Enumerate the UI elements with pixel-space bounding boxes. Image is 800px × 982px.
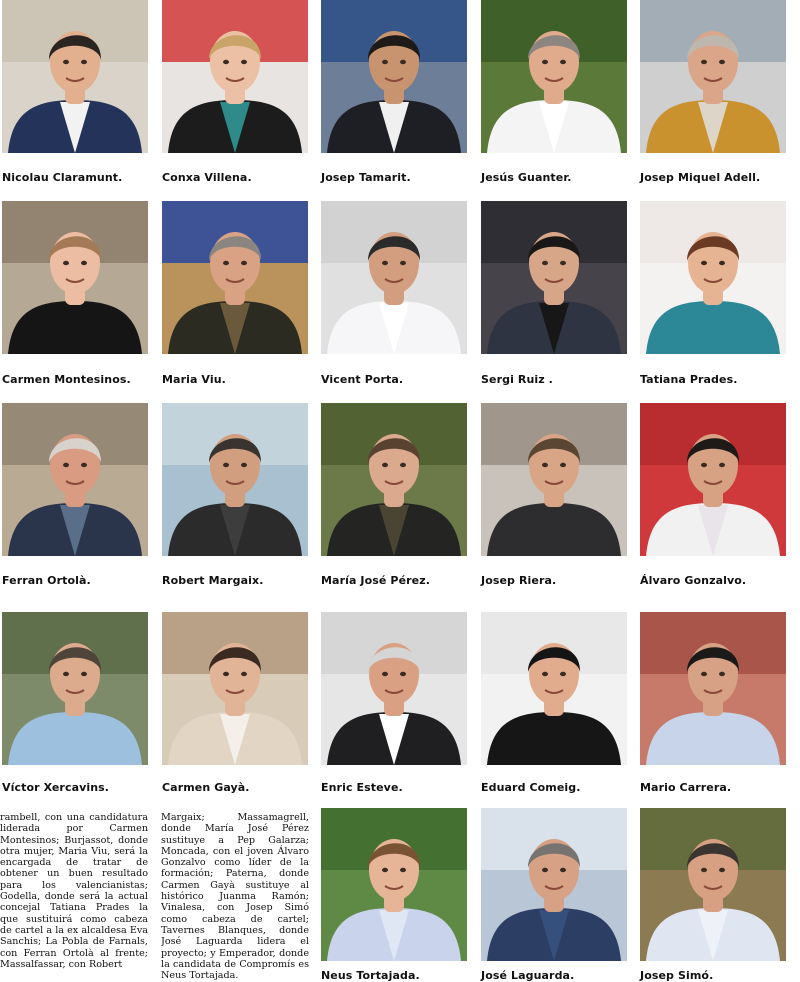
portrait-photo-carmen-gayà (162, 612, 308, 765)
portrait-photo-neus-tortajada (321, 808, 467, 961)
portrait-photo-tatiana-prades (640, 201, 786, 354)
portrait-caption: Nicolau Claramunt. (2, 171, 123, 184)
portrait-photo-josep-riera (481, 403, 627, 556)
portrait-caption: Conxa Villena. (162, 171, 252, 184)
portrait-photo-josep-simó (640, 808, 786, 961)
portrait-caption: Enric Esteve. (321, 781, 403, 794)
portrait-photo-robert-margaix (162, 403, 308, 556)
portrait-caption: Víctor Xercavins. (2, 781, 110, 794)
portrait-photo-maría-josé-pérez (321, 403, 467, 556)
portrait-caption: Mario Carrera. (640, 781, 732, 794)
portrait-photo-carmen-montesinos (2, 201, 148, 354)
portrait-photo-vicent-porta (321, 201, 467, 354)
portrait-caption: Carmen Montesinos. (2, 373, 131, 386)
portrait-caption: María José Pérez. (321, 574, 430, 587)
portrait-caption: José Laguarda. (481, 969, 575, 982)
portrait-photo-mario-carrera (640, 612, 786, 765)
portrait-photo-conxa-villena (162, 0, 308, 153)
portrait-caption: Eduard Comeig. (481, 781, 581, 794)
portrait-photo-eduard-comeig (481, 612, 627, 765)
portrait-caption: Sergi Ruiz . (481, 373, 553, 386)
portrait-caption: Tatiana Prades. (640, 373, 738, 386)
portrait-caption: Vicent Porta. (321, 373, 404, 386)
portrait-caption: Jesús Guanter. (481, 171, 572, 184)
portrait-photo-josep-miquel-adell (640, 0, 786, 153)
portrait-photo-nicolau-claramunt (2, 0, 148, 153)
portrait-caption: Josep Miquel Adell. (640, 171, 761, 184)
portrait-caption: Álvaro Gonzalvo. (640, 574, 747, 587)
portrait-caption: Ferran Ortolà. (2, 574, 91, 587)
portrait-photo-álvaro-gonzalvo (640, 403, 786, 556)
portrait-photo-josé-laguarda (481, 808, 627, 961)
portrait-caption: Neus Tortajada. (321, 969, 420, 982)
portrait-caption: Carmen Gayà. (162, 781, 250, 794)
portrait-photo-ferran-ortolà (2, 403, 148, 556)
article-column-1: rambell, con una candidatura liderada por Carmen Montesinos; Burjassot, donde otra mujer, Maria Viu, será la encargada de tratar de obtener un buen resultado para los valencianistas; Godella, donde será la actual concejal Tatiana Prades la que sustituirá como cabeza de cartel a la ex alcaldesa Eva Sanchis; La Pobla de Farnals, con Ferran Ortolà al frente; Massalfassar, con Robert (0, 812, 148, 970)
portrait-photo-víctor-xercavins (2, 612, 148, 765)
portrait-photo-enric-esteve (321, 612, 467, 765)
portrait-caption: Josep Riera. (481, 574, 557, 587)
portrait-photo-maria-viu (162, 201, 308, 354)
portrait-photo-jesús-guanter (481, 0, 627, 153)
portrait-photo-josep-tamarit (321, 0, 467, 153)
portrait-caption: Josep Simó. (640, 969, 714, 982)
portrait-caption: Josep Tamarit. (321, 171, 411, 184)
portrait-photo-sergi-ruiz (481, 201, 627, 354)
article-column-2: Margaix; Massamagrell, donde María José Pérez sustituye a Pep Galarza; Moncada, con el joven Álvaro Gonzalvo como líder de la formación; Paterna, donde Carmen Gayà sustituye al histórico Juanma Ramón; Vinalesa, con Josep Simó como cabeza de cartel; Tavernes Blanques, donde José Laguarda lidera el proyecto; y Emperador, donde la candidata de Compromís es Neus Tortajada. (161, 812, 309, 981)
portrait-caption: Robert Margaix. (162, 574, 264, 587)
portrait-caption: Maria Viu. (162, 373, 226, 386)
